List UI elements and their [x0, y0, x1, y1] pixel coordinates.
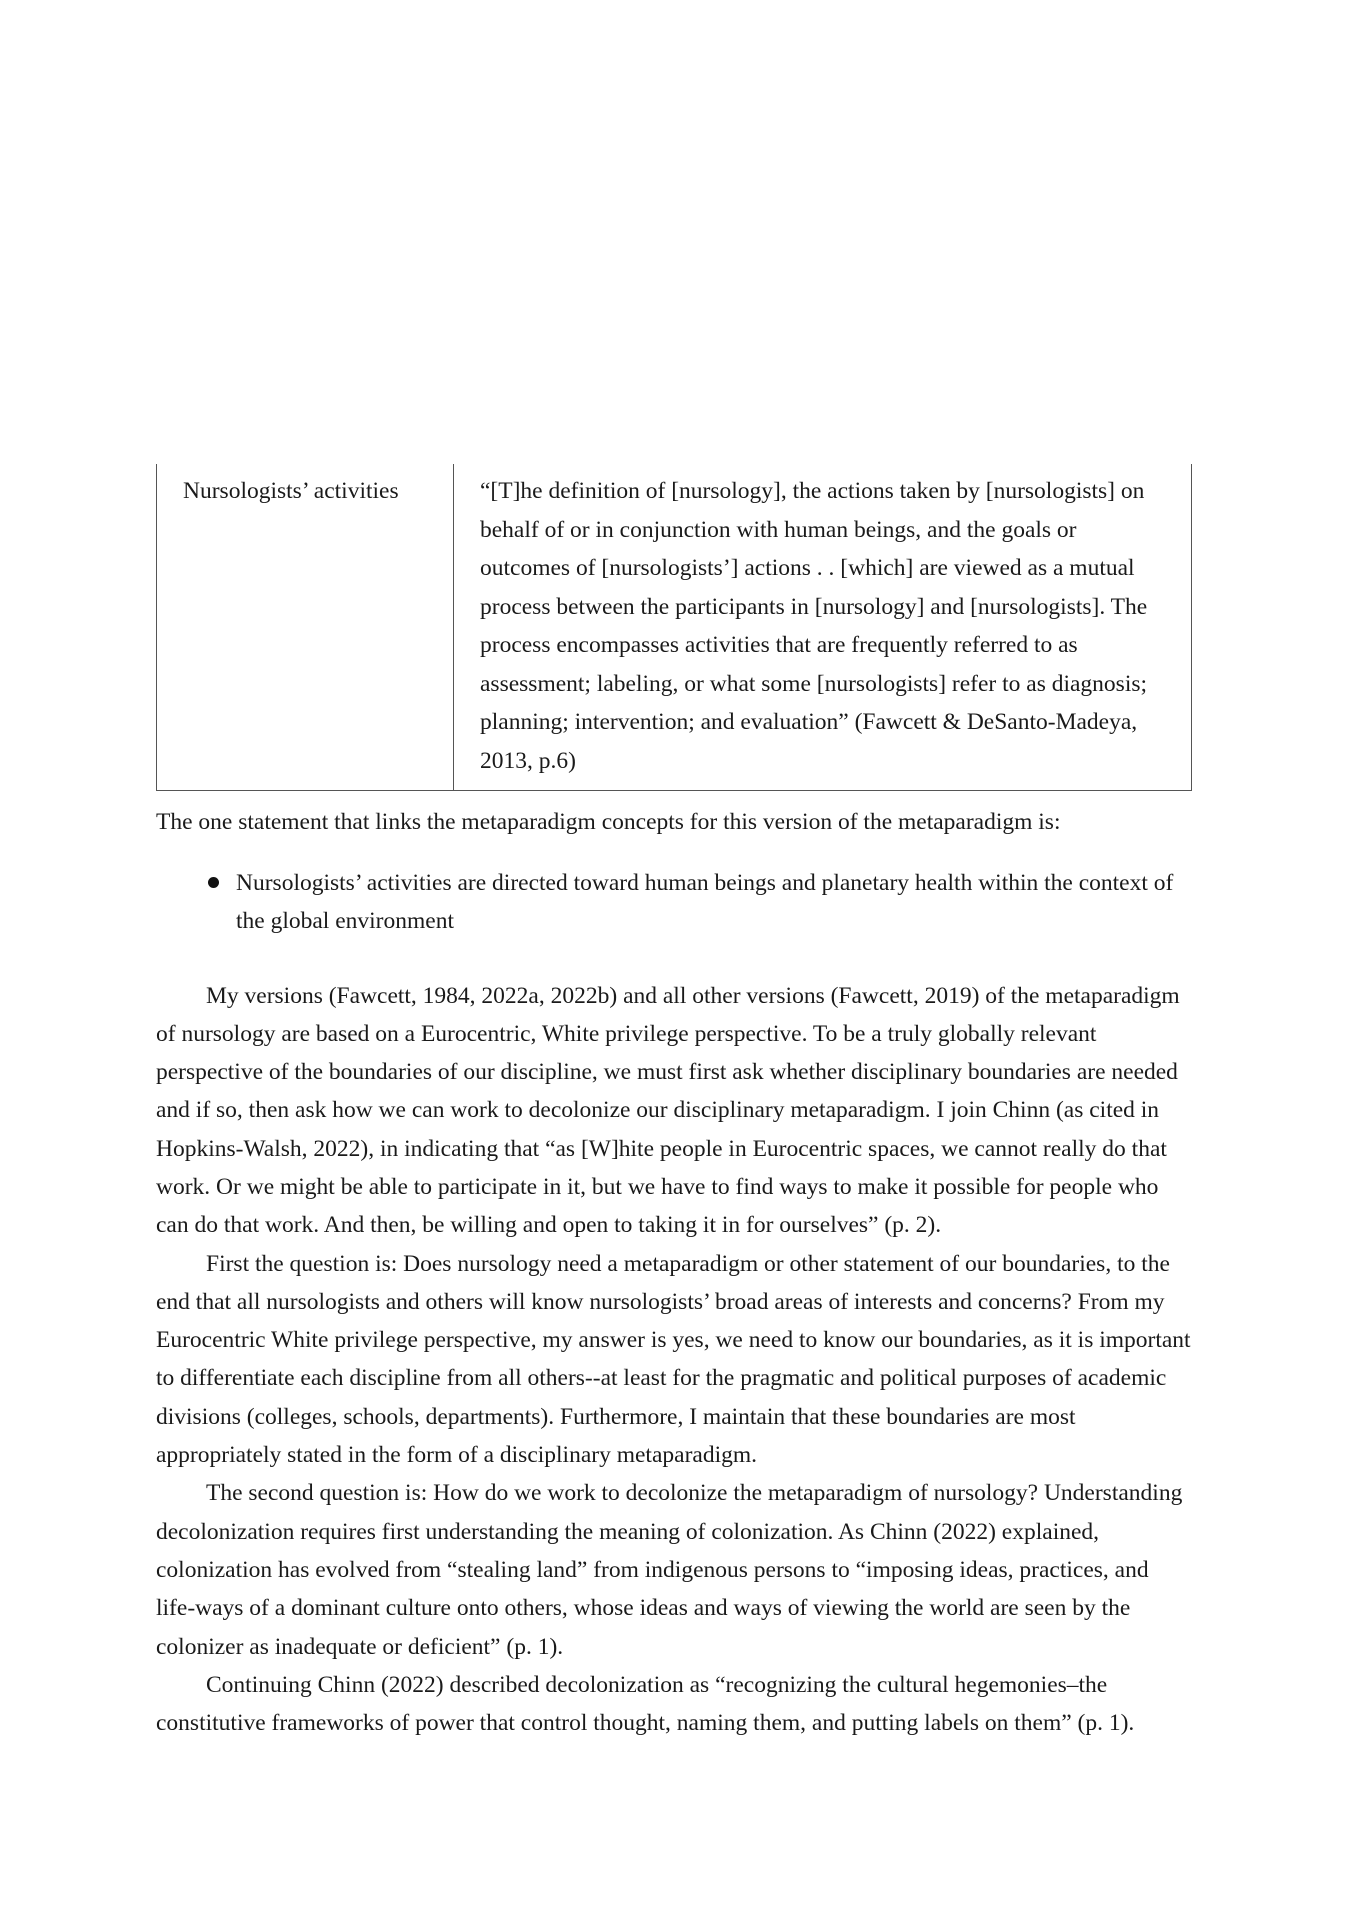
paragraph: The second question is: How do we work to decolonize the metaparadigm of nursology? Understanding decolonization requires first understanding the meaning of colonization. As Chinn (2022) explained, colonization has evolved from “stealing land” from indigenous persons to “imposing ideas, practices, and life-ways of a dominant culture onto others, whose ideas and ways of viewing the world are seen by the colonizer as inadequate or deficient” (p. 1). [156, 1480, 1183, 1660]
body-text [156, 977, 1192, 1743]
paragraph: My versions (Fawcett, 1984, 2022a, 2022b) and all other versions (Fawcett, 2019) of the metaparadigm of nursology are based on a Eurocentric, White privilege perspective. To be a truly globally relevant perspective of the boundaries of our discipline, we must first ask whether disciplinary boundaries are needed and if so, then ask how we can work to decolonize our disciplinary metaparadigm. I join Chinn (as cited in Hopkins-Walsh, 2022), in indicating that “as [W]hite people in Eurocentric spaces, we cannot really do that work. Or we might be able to participate in it, but we have to find ways to make it possible for people who can do that work. And then, be willing and open to taking it in for ourselves” (p. 2). [156, 982, 1180, 1239]
paragraph: Continuing Chinn (2022) described decolonization as “recognizing the cultural hegemonies–the constitutive frameworks of power that control thought, naming them, and putting labels on them” (p. 1). [156, 1671, 1135, 1737]
paragraph: First the question is: Does nursology need a metaparadigm or other statement of our boundaries, to the end that all nursologists and others will know nursologists’ broad areas of interests and concerns? From my Eurocentric White privilege perspective, my answer is yes, we need to know our boundaries, as it is important to differentiate each discipline from all others--at least for the pragmatic and political purposes of academic divisions (colleges, schools, departments). Furthermore, I maintain that these boundaries are most appropriately stated in the form of a disciplinary metaparadigm. [156, 1250, 1191, 1469]
linking-statement-list [156, 864, 1192, 941]
concept-definition-cell: “[T]he definition of [nursology], the actions taken by [nursologists] on behalf of or in conjunction with human beings, and the goals or outcomes of [nursologists’] actions . . [which] are viewed as a mutual process between the participants in [nursology] and [nursologists]. The process encompasses activities that are frequently referred to as assessment; labeling, or what some [nursologists] refer to as diagnosis; planning; intervention; and evaluation” (Fawcett & DeSanto-Madeya, 2013, p.6) [454, 464, 1192, 791]
concept-term-cell: Nursologists’ activities [157, 464, 454, 791]
bullet-icon [208, 877, 219, 888]
linking-statement-intro: The one statement that links the metaparadigm concepts for this version of the metaparadigm is: [156, 809, 1061, 835]
document-page [156, 464, 1192, 1742]
list-item-text: Nursologists’ activities are directed toward human beings and planetary health within the context of the global environment [236, 869, 1174, 934]
table-row [157, 464, 1192, 791]
list-item [156, 864, 1192, 941]
metaparadigm-concept-table [156, 464, 1192, 791]
